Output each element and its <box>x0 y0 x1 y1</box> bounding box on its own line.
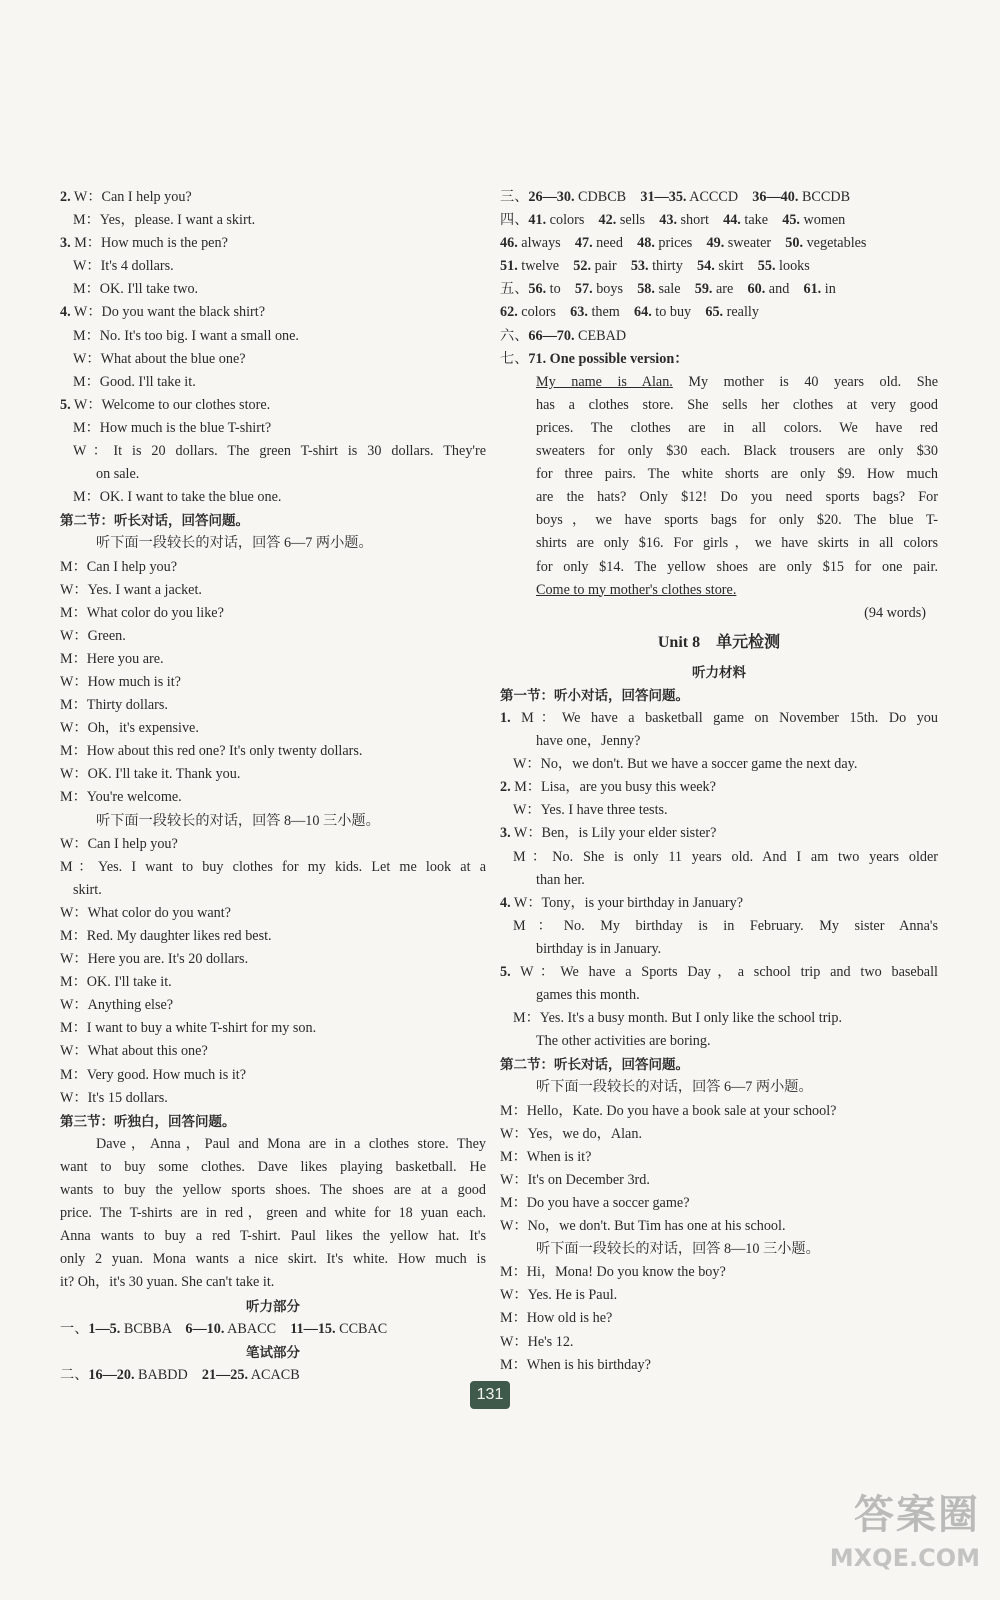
text-line: has a clothes store. She sells her clothes at very good <box>536 396 938 413</box>
text-line: W：How much is it? <box>60 673 181 690</box>
text-line: My name is Alan. My mother is 40 years old. She <box>536 373 938 390</box>
text-line: M：Very good. How much is it? <box>60 1066 246 1083</box>
text-line: want to buy some clothes. Dave likes playing basketball. He <box>60 1158 486 1175</box>
text-line: 5. W：We have a Sports Day，a school trip and two baseball <box>500 964 938 980</box>
text-line: 2. W：Can I help you? <box>60 189 192 205</box>
text-line: than her. <box>536 871 585 888</box>
text-line: M：How about this red one? It's only twenty dollars. <box>60 743 363 760</box>
text-line: M：Do you have a soccer game? <box>500 1194 690 1211</box>
text-line: M：Yes. I want to buy clothes for my kids. Let me look at a <box>60 858 486 875</box>
text-line: 2. M：Lisa，are you busy this week? <box>500 779 716 796</box>
text-line: W：Here you are. It's 20 dollars. <box>60 951 249 968</box>
text-line: M：What color do you like? <box>60 604 224 621</box>
text-line: W：What about this one? <box>60 1043 208 1060</box>
text-line: 第三节：听独白，回答问题。 <box>60 1113 236 1129</box>
text-line: W：It's 4 dollars. <box>73 258 174 275</box>
text-line: 4. W：Tony，is your birthday in January? <box>500 894 744 911</box>
text-line: boys，we have sports bags for only $20. The blue T- <box>536 512 938 529</box>
text-line: M：I want to buy a white T-shirt for my son. <box>60 1020 317 1037</box>
text-line: M：Red. My daughter likes red best. <box>60 928 272 944</box>
text-line: 1. M：We have a basketball game on November 15th. Do you <box>500 709 938 726</box>
text-line: M：Yes. It's a busy month. But I only like the school trip. <box>513 1010 842 1027</box>
text-line: W：Yes. I have three tests. <box>513 802 668 819</box>
text-line: The other activities are boring. <box>536 1033 711 1050</box>
text-line: W：Yes. I want a jacket. <box>60 581 202 598</box>
text-line: M：Thirty dollars. <box>60 697 168 714</box>
text-line: M：Hello，Kate. Do you have a book sale at your school? <box>500 1102 837 1119</box>
text-line: W：What about the blue one? <box>73 350 246 367</box>
text-line: on sale. <box>96 466 140 483</box>
text-line: 第二节：听长对话，回答问题。 <box>500 1057 689 1073</box>
text-line: M：You're welcome. <box>60 789 182 806</box>
text-line: M：No. My birthday is in February. My sister Anna's <box>513 917 938 934</box>
text-line: M：OK. I want to take the blue one. <box>73 489 282 506</box>
text-line: W：Oh，it's expensive. <box>60 720 199 737</box>
text-line: Anna wants to buy a red T-shirt. Paul likes the yellow hat. It's <box>60 1228 486 1245</box>
text-line: Dave，Anna，Paul and Mona are in a clothes store. They <box>96 1135 486 1152</box>
text-line: prices. The clothes are in all colors. We have red <box>536 419 938 436</box>
text-line: 四、41. colors 42. sells 43. short 44. take 45. women <box>500 212 846 229</box>
text-line: M：Good. I'll take it. <box>73 373 196 390</box>
text-line: M：When is it? <box>500 1148 592 1165</box>
text-line: W：No，we don't. But we have a soccer game the next day. <box>513 756 858 773</box>
text-line: 听下面一段较长的对话，回答 8—10 三小题。 <box>536 1241 820 1258</box>
text-line: 一、1—5. BCBBA 6—10. ABACC 11—15. CCBAC <box>60 1320 388 1337</box>
watermark-logo <box>800 1490 980 1590</box>
text-line: M：OK. I'll take it. <box>60 974 172 991</box>
watermark-en: MXQE.COM <box>829 1544 980 1572</box>
watermark-cn: 答案圈 <box>854 1492 980 1538</box>
text-line: sweaters for only $30 each. Black trousers are only $30 <box>536 443 938 460</box>
text-line: are the hats? Only $12! Do you need sports bags? For <box>536 489 938 506</box>
right-column <box>500 186 938 1377</box>
text-line: 听下面一段较长的对话，回答 8—10 三小题。 <box>96 812 380 829</box>
text-line: 第二节：听长对话，回答问题。 <box>60 513 249 529</box>
text-line: W：Green. <box>60 627 126 644</box>
text-line: 笔试部分 <box>246 1344 300 1360</box>
text-line: 听力部分 <box>246 1298 300 1314</box>
text-line: W：OK. I'll take it. Thank you. <box>60 766 241 783</box>
text-line: W：It's 15 dollars. <box>60 1089 168 1106</box>
text-line: M：Yes，please. I want a skirt. <box>73 212 256 229</box>
text-line: 听下面一段较长的对话，回答 6—7 两小题。 <box>536 1079 813 1096</box>
text-line: price. The T-shirts are in red，green and white for 18 yuan each. <box>60 1205 486 1222</box>
text-line: W：It's on December 3rd. <box>500 1171 650 1188</box>
text-line: 五、56. to 57. boys 58. sale 59. are 60. and 61. in <box>500 281 836 298</box>
text-line: W：It is 20 dollars. The green T-shirt is 30 dollars. They're <box>73 443 486 460</box>
text-line: W：Yes，we do，Alan. <box>500 1125 642 1142</box>
text-line: 62. colors 63. them 64. to buy 65. really <box>500 304 759 321</box>
text-line: M：No. She is only 11 years old. And I am two years older <box>513 848 938 865</box>
text-line: wants to buy the yellow sports shoes. The shoes are at a good <box>60 1182 486 1199</box>
text-line: for only $14. The yellow shoes are only $15 for one pair. <box>536 558 938 575</box>
text-line: games this month. <box>536 987 640 1004</box>
text-line: (94 words) <box>864 604 926 621</box>
text-line: W：No，we don't. But Tim has one at his school. <box>500 1218 786 1235</box>
text-line: 七、71. One possible version： <box>500 350 689 367</box>
text-line: 51. twelve 52. pair 53. thirty 54. skirt 55. looks <box>500 258 810 275</box>
text-line: skirt. <box>73 881 102 898</box>
text-line: birthday is in January. <box>536 940 662 957</box>
text-line: 4. W：Do you want the black shirt? <box>60 304 266 321</box>
text-line: M：Can I help you? <box>60 558 178 575</box>
text-line: only 2 yuan. Mona wants a nice skirt. It's white. How much is <box>60 1251 486 1268</box>
text-line: 三、26—30. CDBCB 31—35. ACCCD 36—40. BCCDB <box>500 189 851 205</box>
text-line: M：OK. I'll take two. <box>73 281 199 298</box>
text-line: for three pairs. The white shorts are only $9. How much <box>536 466 938 483</box>
text-line: 二、16—20. BABDD 21—25. ACACB <box>60 1366 300 1383</box>
text-line: M：How much is the blue T-shirt? <box>73 419 272 436</box>
text-line: it? Oh，it's 30 yuan. She can't take it. <box>60 1274 275 1291</box>
text-line: have one，Jenny? <box>536 733 641 750</box>
text-line: M：Hi，Mona! Do you know the boy? <box>500 1264 726 1281</box>
page-number: 131 <box>470 1381 510 1409</box>
left-column <box>60 186 486 1387</box>
text-line: 3. W：Ben，is Lily your elder sister? <box>500 825 717 842</box>
text-line: W：Anything else? <box>60 997 174 1014</box>
text-line: Come to my mother's clothes store. <box>536 581 737 598</box>
text-line: 第一节：听小对话，回答问题。 <box>500 687 689 703</box>
text-line: 46. always 47. need 48. prices 49. sweater 50. vegetables <box>500 235 867 252</box>
text-line: 5. W：Welcome to our clothes store. <box>60 396 271 413</box>
text-line: 六、66—70. CEBAD <box>500 327 627 344</box>
text-line: shirts are only $16. For girls，we have skirts in all colors <box>536 535 938 552</box>
text-line: W：He's 12. <box>500 1333 574 1350</box>
text-line: Unit 8 单元检测 <box>657 633 781 651</box>
text-line: 听下面一段较长的对话，回答 6—7 两小题。 <box>96 535 373 552</box>
text-line: W：What color do you want? <box>60 904 231 921</box>
text-line: M：How old is he? <box>500 1310 613 1327</box>
text-line: 3. M：How much is the pen? <box>60 235 228 252</box>
text-line: 听力材料 <box>692 664 746 680</box>
text-line: M：When is his birthday? <box>500 1356 651 1373</box>
text-line: W：Can I help you? <box>60 835 178 852</box>
text-line: M：No. It's too big. I want a small one. <box>73 327 299 344</box>
text-line: W：Yes. He is Paul. <box>500 1287 618 1304</box>
text-line: M：Here you are. <box>60 650 164 667</box>
